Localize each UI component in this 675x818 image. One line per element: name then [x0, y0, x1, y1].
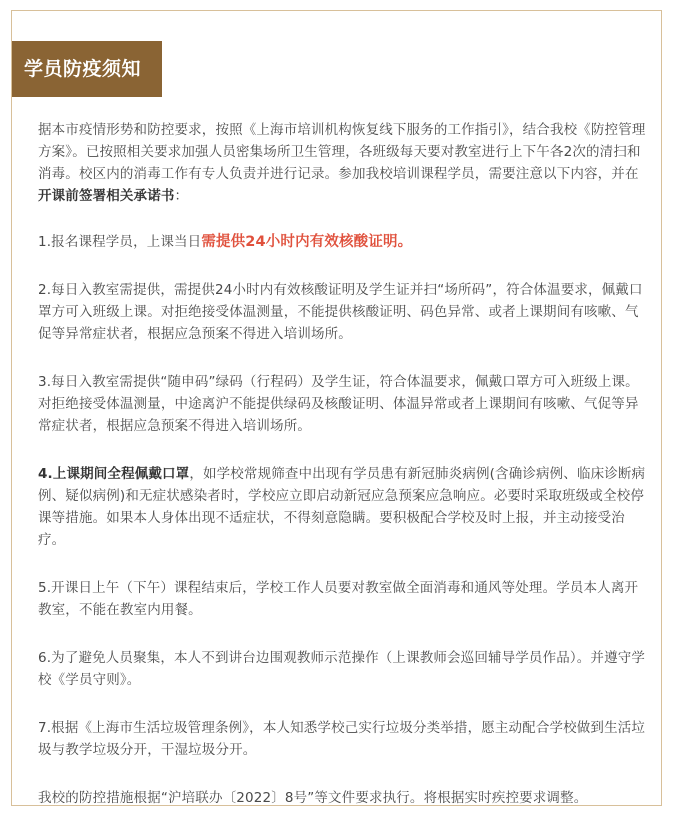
item-1: [38, 231, 646, 253]
intro-colon: ：: [174, 188, 189, 204]
item-4-text: ，如学校常规筛查中出现有学员患有新冠肺炎病例(含确诊病例、临床诊断病例、疑似病例)和无症状感染者时，学校应立即启动新冠应急预案应急响应。必要时采取班级或全校停课等措施。如果本人身体出现不适症状，不得刻意隐瞒。要积极配合学校及时上报，并主动接受治疗。: [38, 466, 646, 548]
item-7: 7.根据《上海市生活垃圾管理条例》，本人知悉学校己实行垃圾分类举措，愿主动配合学校做到生活垃圾与教学垃圾分开，干湿垃圾分开。: [38, 720, 646, 758]
item-4-bold: 4.上课期间全程佩戴口罩: [38, 466, 190, 482]
item-1-prefix: 1.报名课程学员，上课当日: [38, 234, 202, 250]
item-3: 3.每日入教室需提供“随申码”绿码（行程码）及学生证，符合体温要求，佩戴口罩方可入班级上课。对拒绝接受体温测量，中途离沪不能提供绿码及核酸证明、体温异常或者上课期间有咳嗽、气促等异常症状者，根据应急预案不得进入培训场所。: [38, 374, 639, 434]
item-1-highlight: 需提供24小时内有效核酸证明。: [201, 234, 413, 250]
item-2: 2.每日入教室需提供，需提供24小时内有效核酸证明及学生证并扫“场所码”，符合体温要求，佩戴口罩方可入班级上课。对拒绝接受体温测量，不能提供核酸证明、码色异常、或者上课期间有咳嗽、气促等异常症状者，根据应急预案不得进入培训场所。: [38, 282, 643, 342]
footer-note: 我校的防控措施根据“沪培联办〔2022〕8号”等文件要求执行。将根据实时疾控要求调整。: [38, 790, 588, 806]
intro-text: 据本市疫情形势和防控要求，按照《上海市培训机构恢复线下服务的工作指引》，结合我校《防控管理方案》。已按照相关要求加强人员密集场所卫生管理，各班级每天要对教室进行上下午各2次的清扫和消毒。校区内的消毒工作有专人负责并进行记录。参加我校培训课程学员，需要注意以下内容，并在: [38, 122, 646, 182]
notice-title: 学员防疫须知: [12, 41, 162, 97]
notice-card: [11, 10, 662, 806]
intro-bold-text: 开课前签署相关承诺书: [38, 188, 175, 204]
intro-paragraph: [38, 119, 646, 207]
item-4: [38, 463, 646, 551]
item-5: 5.开课日上午（下午）课程结束后，学校工作人员要对教室做全面消毒和通风等处理。学员本人离开教室，不能在教室内用餐。: [38, 580, 639, 618]
notice-content: [38, 119, 646, 809]
item-6: 6.为了避免人员聚集，本人不到讲台边围观教师示范操作（上课教师会巡回辅导学员作品）。并遵守学校《学员守则》。: [38, 650, 646, 688]
